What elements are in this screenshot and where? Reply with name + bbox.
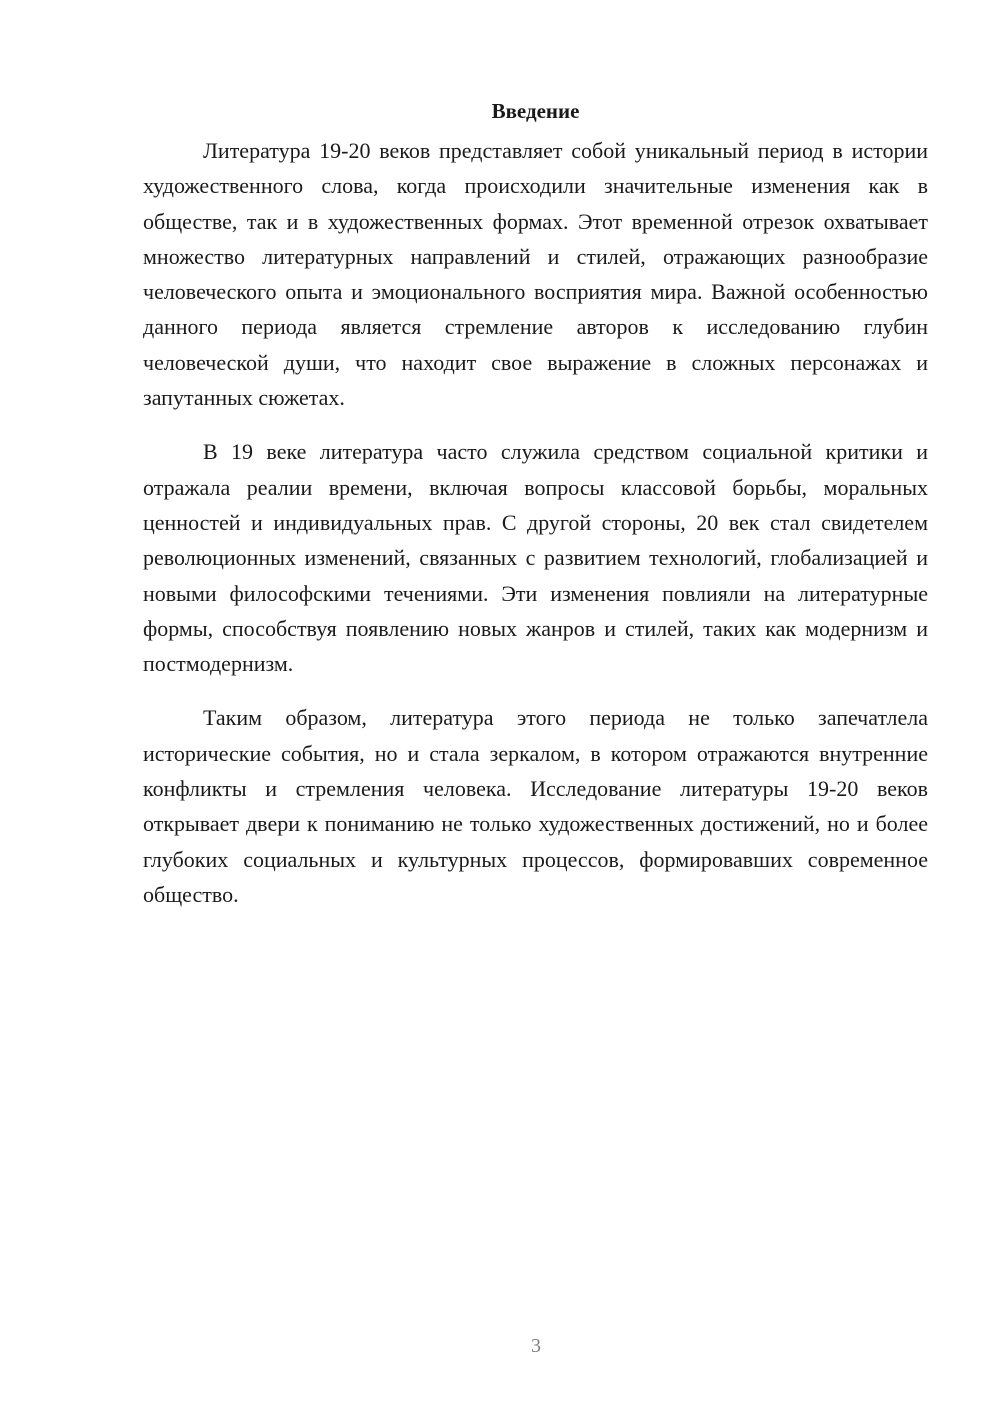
section-title: Введение xyxy=(491,99,580,123)
paragraph-2: В 19 веке литература часто служила средством социальной критики и отражала реалии времени, включая вопросы классовой борьбы, моральных ценностей и индивидуальных прав. С другой стороны, 20 век стал свидетелем революционных изменений, связанных с развитием технологий, глобализацией и новыми философскими течениями. Эти изменения повлияли на литературные формы, способствуя появлению новых жанров и стилей, таких как модернизм и постмодернизм. xyxy=(143,439,928,677)
paragraph-1: Литература 19-20 веков представляет собой уникальный период в истории художественного слова, когда происходили значительные изменения как в обществе, так и в художественных формах. Этот временной отрезок охватывает множество литературных направлений и стилей, отражающих разнообразие человеческого опыта и эмоционального восприятия мира. Важной особенностью данного периода является стремление авторов к исследованию глубин человеческой души, что находит свое выражение в сложных персонажах и запутанных сюжетах. xyxy=(143,138,928,411)
paragraph-3: Таким образом, литература этого периода не только запечатлела исторические события, но и стала зеркалом, в котором отражаются внутренние конфликты и стремления человека. Исследование литературы 19-20 веков открывает двери к пониманию не только художественных достижений, но и более глубоких социальных и культурных процессов, формировавших современное общество. xyxy=(143,705,928,907)
page-number: 3 xyxy=(531,1335,541,1357)
page-content xyxy=(143,97,928,931)
